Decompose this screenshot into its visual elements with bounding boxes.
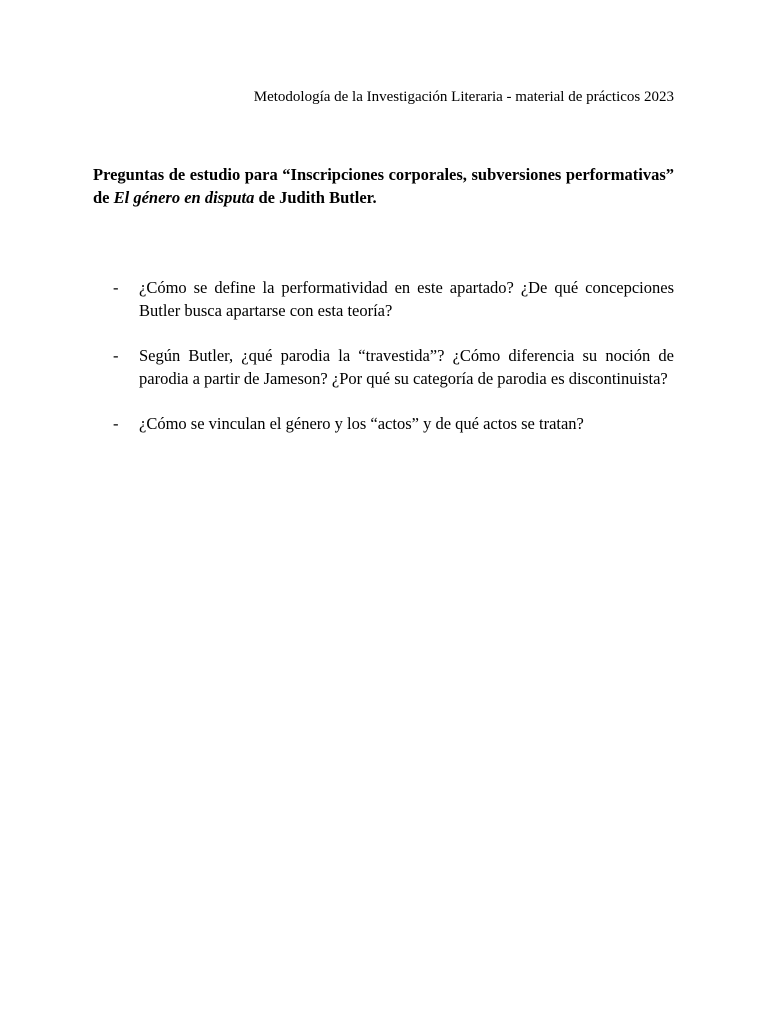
bullet-dash: - <box>113 414 119 433</box>
title-text-start: Preguntas de estudio para “Inscripciones corporales, subversiones performativas” de <box>93 165 674 207</box>
bullet-dash: - <box>113 346 119 365</box>
question-text: ¿Cómo se define la performatividad en este apartado? ¿De qué concepciones Butler busca apartarse con esta teoría? <box>139 278 674 320</box>
document-title <box>93 163 674 209</box>
bullet-dash: - <box>113 278 119 297</box>
question-item <box>93 412 674 435</box>
title-book-name: El género en disputa <box>113 188 255 207</box>
question-list <box>93 276 674 457</box>
question-text: ¿Cómo se vinculan el género y los “actos” y de qué actos se tratan? <box>139 414 584 433</box>
question-item <box>93 276 674 322</box>
question-item <box>93 344 674 390</box>
document-header: Metodología de la Investigación Literaria - material de prácticos 2023 <box>253 89 674 105</box>
title-text-end: de Judith Butler. <box>254 188 377 207</box>
question-text: Según Butler, ¿qué parodia la “travestida”? ¿Cómo diferencia su noción de parodia a partir de Jameson? ¿Por qué su categoría de parodia es discontinuista? <box>139 346 674 388</box>
